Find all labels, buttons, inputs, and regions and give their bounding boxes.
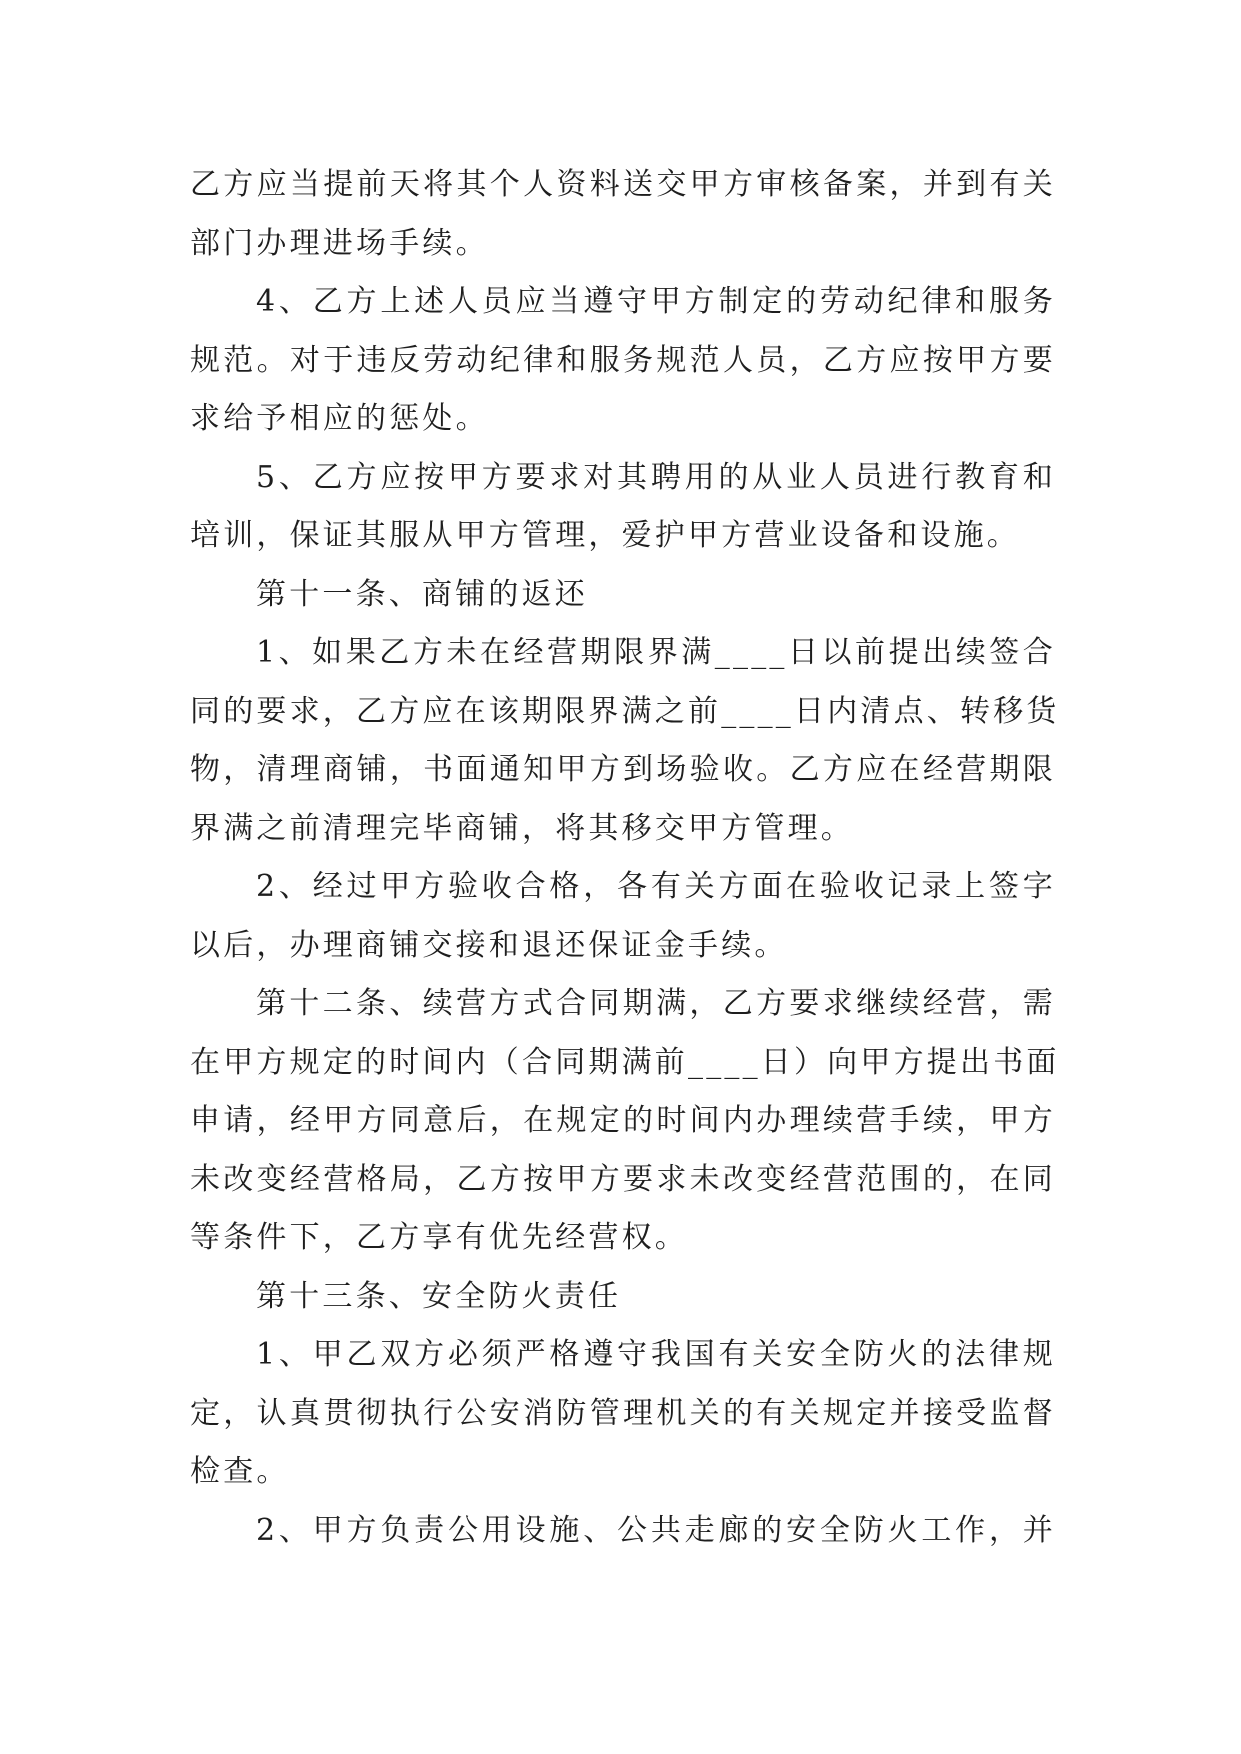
text-line: 规范。对于违反劳动纪律和服务规范人员，乙方应按甲方要 (190, 342, 1056, 378)
text-line: 未改变经营格局，乙方按甲方要求未改变经营范围的，在同 (190, 1161, 1056, 1197)
text-line: 申请，经甲方同意后，在规定的时间内办理续营手续，甲方 (190, 1103, 1056, 1138)
text-line: 物，清理商铺，书面通知甲方到场验收。乙方应在经营期限 (190, 752, 1056, 787)
clause-13-item-1 (190, 1326, 1056, 1502)
text-line: 等条件下，乙方享有优先经营权。 (190, 1220, 688, 1255)
text-line: 5、乙方应按甲方要求对其聘用的从业人员进行教育和 (256, 459, 1056, 495)
clause-11-heading (190, 566, 1056, 625)
clause-item-5 (190, 449, 1056, 566)
text-line: 第十二条、续营方式合同期满，乙方要求继续经营，需 (256, 986, 1056, 1021)
text-line: 界满之前清理完毕商铺，将其移交甲方管理。 (190, 810, 854, 846)
text-line: 部门办理进场手续。 (190, 225, 489, 261)
text-line: 4、乙方上述人员应当遵守甲方制定的劳动纪律和服务 (256, 284, 1056, 319)
document-body (190, 156, 1060, 1560)
text-line: 第十三条、安全防火责任 (256, 1278, 622, 1314)
text-line: 以后，办理商铺交接和退还保证金手续。 (190, 927, 788, 963)
text-line: 培训，保证其服从甲方管理，爱护甲方营业设备和设施。 (190, 518, 1020, 553)
text-line: 第十一条、商铺的返还 (256, 576, 588, 612)
clause-11-item-1 (190, 624, 1060, 858)
text-line: 求给予相应的惩处。 (190, 401, 489, 436)
text-line: 在甲方规定的时间内（合同期满前____日）向甲方提出书面 (190, 1044, 1060, 1080)
text-line: 2、甲方负责公用设施、公共走廊的安全防火工作，并 (256, 1512, 1056, 1548)
clause-item-4 (190, 273, 1056, 449)
text-line: 1、如果乙方未在经营期限界满____日以前提出续签合 (256, 635, 1056, 670)
text-line: 定，认真贯彻执行公安消防管理机关的有关规定并接受监督 (190, 1395, 1056, 1431)
clause-12-paragraph (190, 975, 1060, 1268)
clause-13-item-2 (190, 1502, 1056, 1561)
clause-11-item-2 (190, 858, 1056, 975)
text-line: 2、经过甲方验收合格，各有关方面在验收记录上签字 (256, 869, 1056, 904)
text-line: 检查。 (190, 1454, 290, 1489)
text-line: 1、甲乙双方必须严格遵守我国有关安全防火的法律规 (256, 1337, 1056, 1372)
clause-13-heading (190, 1268, 1056, 1327)
text-line: 同的要求，乙方应在该期限界满之前____日内清点、转移货 (190, 693, 1060, 729)
continuation-paragraph (190, 156, 1056, 273)
text-line: 乙方应当提前天将其个人资料送交甲方审核备案，并到有关 (190, 167, 1056, 202)
